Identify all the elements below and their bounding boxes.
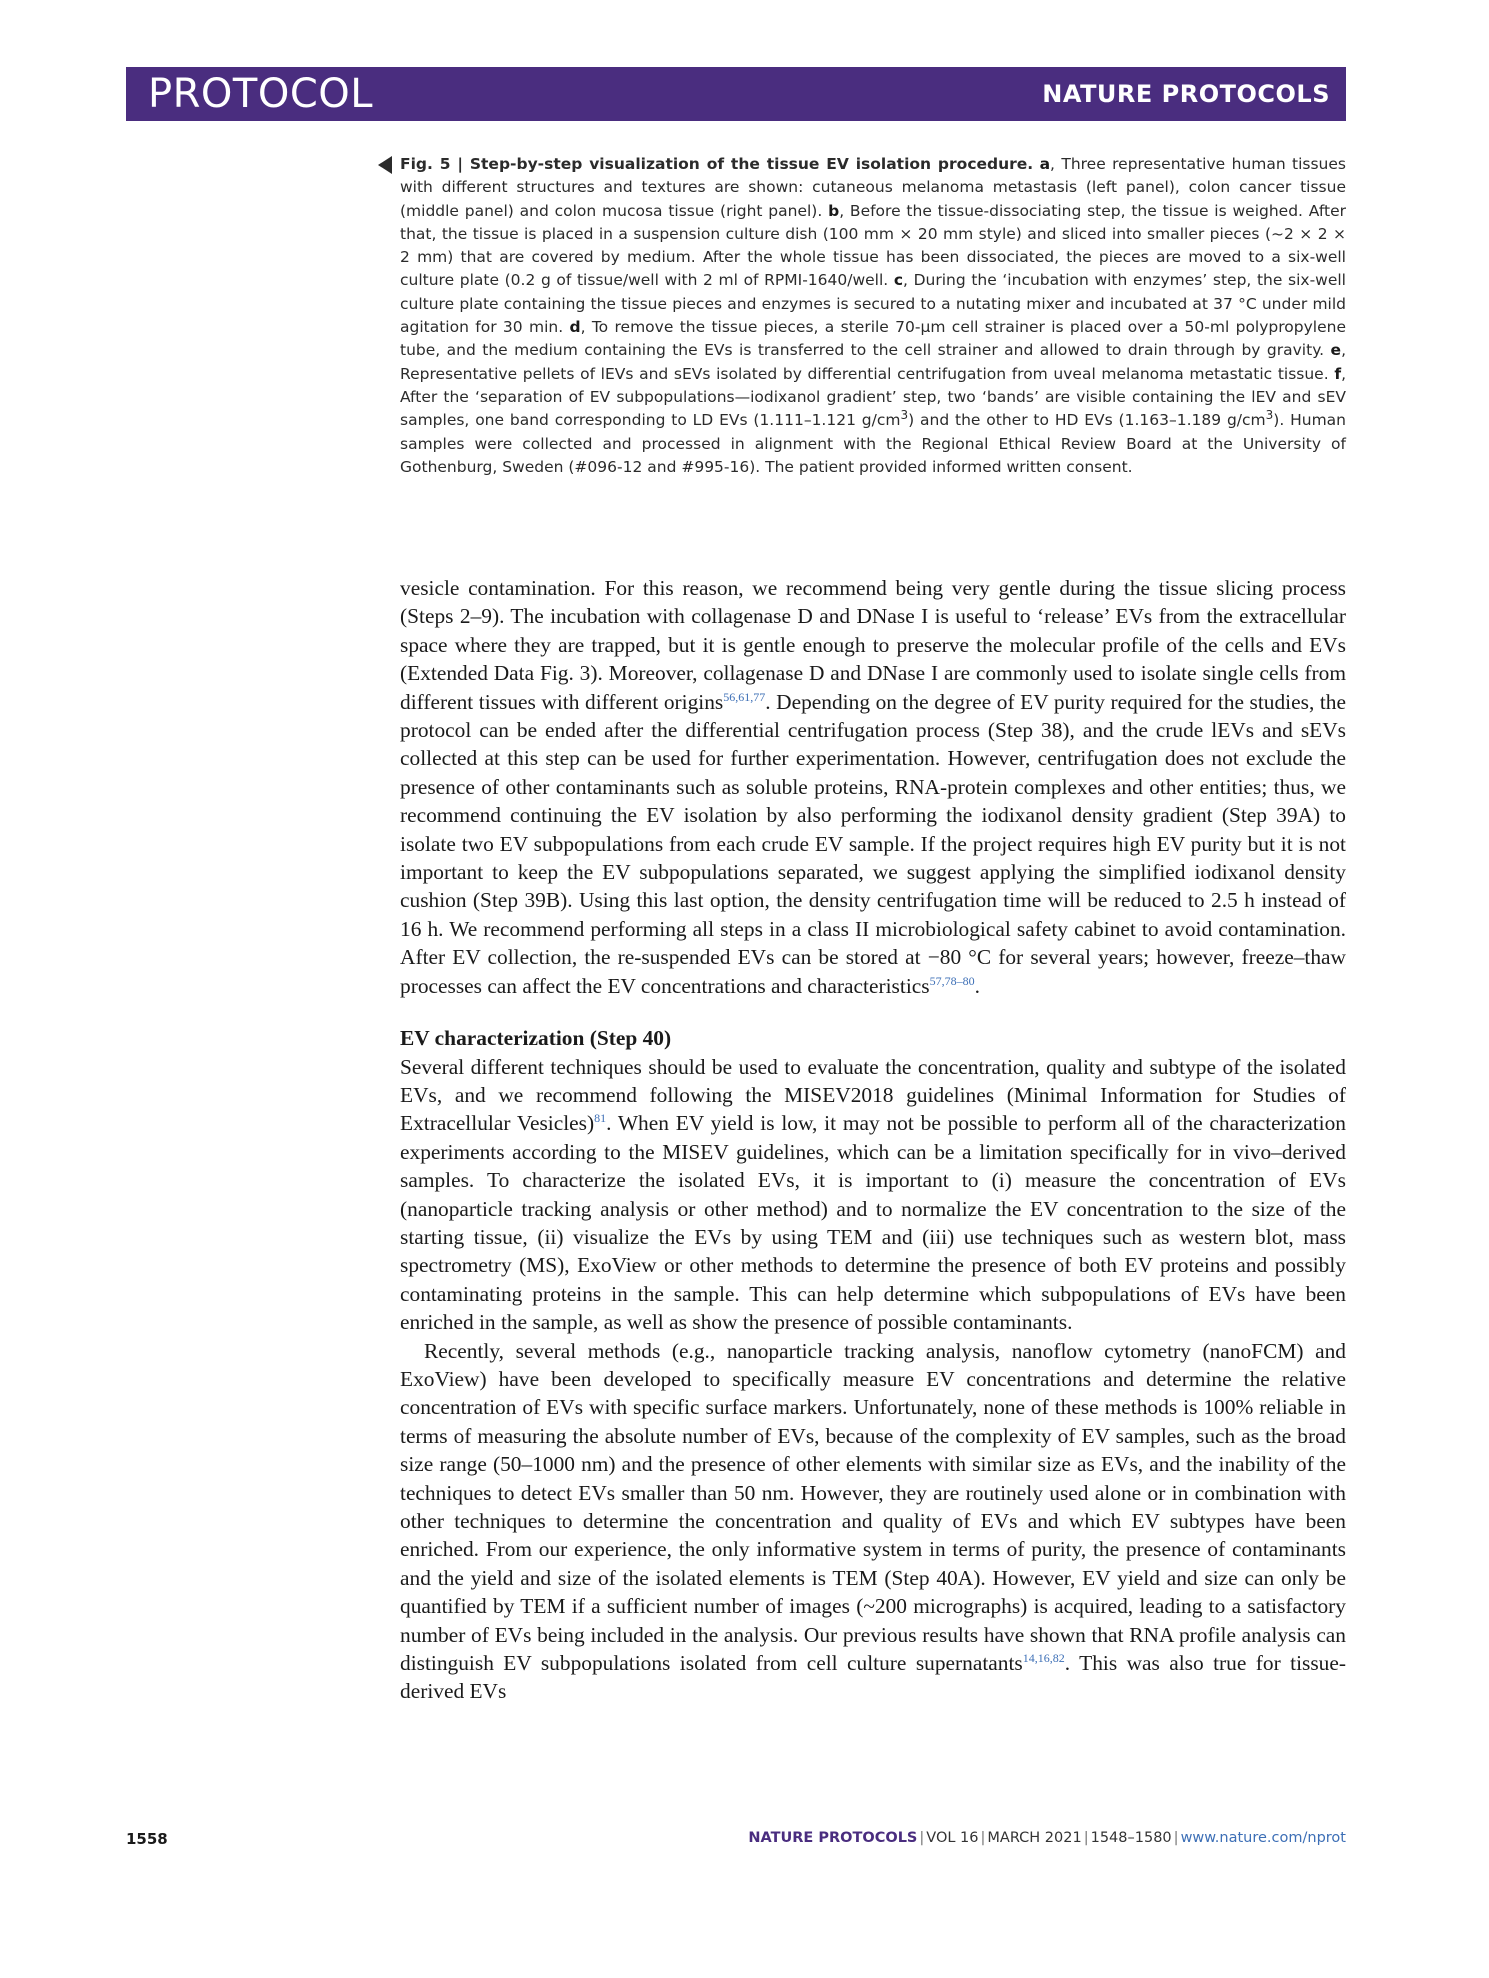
footer-pages: 1548–1580 xyxy=(1090,1830,1172,1846)
paragraph-text: vesicle contamination. For this reason, we recommend being very gentle during the tissue slicing process (Steps 2–9). The incubation with collagenase D and DNase I is useful to ‘release’ EVs from the extracellular space where they are trapped, but it is gentle enough to preserve the molecular profile of the cells and EVs (Extended Data Fig. 3). Moreover, collagenase D and DNase I are commonly used to isolate single cells from different tissues with different origins xyxy=(400,576,1346,714)
caption-label-b: b xyxy=(828,201,840,220)
page-number: 1558 xyxy=(126,1830,168,1848)
paragraph-1 xyxy=(400,574,1346,1000)
paragraph-text: . xyxy=(974,973,980,998)
caption-text-a: , Three representative human tissues with different structures and textures are shown: cutaneous melanoma metastasis (left panel), colon cancer tissue (middle panel) and colon mucosa tissue (right panel). xyxy=(400,155,1346,220)
paragraph-text: . Depending on the degree of EV purity required for the studies, the protocol can be ended after the differential centrifugation process (Step 38), and the crude lEVs and sEVs collected at this step can be used for further experimentation. However, centrifugation does not exclude the presence of other contaminants such as soluble proteins, RNA-protein complexes and other entities; thus, we recommend continuing the EV isolation by also performing the iodixanol density gradient (Step 39A) to isolate two EV subpopulations from each crude EV sample. If the project requires high EV purity but it is not important to keep the EV subpopulations separated, we suggest applying the simplified iodixanol density cushion (Step 39B). Using this last option, the density centrifugation time will be reduced to 2.5 h instead of 16 h. We recommend performing all steps in a class II microbiological safety cabinet to avoid contamination. After EV collection, the re-suspended EVs can be stored at −80 °C for several years; however, freeze–thaw processes can affect the EV concentrations and characteristics xyxy=(400,689,1346,998)
article-body xyxy=(400,574,1346,1706)
paragraph-text: . When EV yield is low, it may not be possible to perform all of the characterization experiments according to the MISEV guidelines, which can be a limitation specifically for in vivo–derived samples. To characterize the isolated EVs, it is important to (i) measure the concentration of EVs (nanoparticle tracking analysis or other method) and to normalize the EV concentration to the size of the starting tissue, (ii) visualize the EVs by using TEM and (iii) use techniques such as western blot, mass spectrometry (MS), ExoView or other methods to determine the presence of both EV proteins and possibly contaminating proteins in the sample. This can help determine which subpopulations of EVs have been enriched in the sample, as well as show the presence of possible contaminants. xyxy=(400,1111,1346,1335)
citation-link[interactable]: 14,16,82 xyxy=(1022,1650,1065,1665)
caption-superscript: 3 xyxy=(1265,408,1274,423)
citation-link[interactable]: 56,61,77 xyxy=(723,689,766,704)
caption-text-d: , To remove the tissue pieces, a sterile 70-µm cell strainer is placed over a 50-ml polypropylene tube, and the medium containing the EVs is transferred to the cell strainer and allowed to drain through by gravity. xyxy=(400,318,1346,360)
paragraph-2 xyxy=(400,1053,1346,1337)
caption-label-d: d xyxy=(569,318,581,337)
caption-text-c: , During the ‘incubation with enzymes’ step, the six-well culture plate containing the tissue pieces and enzymes is secured to a nutating mixer and incubated at 37 °C under mild agitation for 30 min. xyxy=(400,271,1346,337)
footer-separator: | xyxy=(919,1830,925,1846)
footer-separator: | xyxy=(980,1830,986,1846)
figure-caption xyxy=(400,153,1346,479)
caption-text-f2: ) and the other to HD EVs (1.163–1.189 g/cm xyxy=(908,411,1266,430)
caption-text-e: , Representative pellets of lEVs and sEVs isolated by differential centrifugation from uveal melanoma metastatic tissue. xyxy=(400,341,1346,383)
journal-name: NATURE PROTOCOLS xyxy=(1042,80,1330,108)
section-label: PROTOCOL xyxy=(148,71,374,117)
caption-superscript: 3 xyxy=(900,408,909,423)
caption-label-c: c xyxy=(893,271,904,290)
paragraph-3 xyxy=(400,1337,1346,1706)
footer-separator: | xyxy=(1173,1830,1179,1846)
footer-date: MARCH 2021 xyxy=(987,1830,1082,1846)
footer-url-link[interactable]: www.nature.com/nprot xyxy=(1180,1830,1346,1846)
paragraph-text: . This was also true for tissue-derived EVs xyxy=(400,1651,1346,1704)
running-header xyxy=(126,67,1346,121)
section-heading: EV characterization (Step 40) xyxy=(400,1026,672,1051)
caption-label-a: a xyxy=(1039,155,1051,173)
caption-text-f1: , After the ‘separation of EV subpopulations—iodixanol gradient’ step, two ‘bands’ are visible containing the lEV and sEV samples, one band corresponding to LD EVs (1.111–1.121 g/cm xyxy=(400,364,1346,430)
caption-text-b: , Before the tissue-dissociating step, the tissue is weighed. After that, the tissue is placed in a suspension culture dish (100 mm × 20 mm style) and sliced into smaller pieces (~2 × 2 × 2 mm) that are covered by medium. After the whole tissue has been dissociated, the pieces are moved to a six-well culture plate (0.2 g of tissue/well with 2 ml of RPMI-1640/well. xyxy=(400,201,1346,290)
footer-volume: VOL 16 xyxy=(926,1830,979,1846)
footer-journal: NATURE PROTOCOLS xyxy=(748,1830,918,1846)
citation-link[interactable]: 81 xyxy=(594,1111,607,1126)
footer-citation xyxy=(748,1830,1346,1846)
paragraph-text: Several different techniques should be used to evaluate the concentration, quality and subtype of the isolated EVs, and we recommend following the MISEV2018 guidelines (Minimal Information for Studies of Extracellular Vesicles) xyxy=(400,1054,1346,1136)
caption-arrow-icon xyxy=(378,156,392,174)
caption-label-f: f xyxy=(1334,364,1342,383)
caption-text-f3: ). Human samples were collected and processed in alignment with the Regional Ethical Review Board at the University of Gothenburg, Sweden (#096-12 and #995-16). The patient provided informed written consent. xyxy=(400,411,1346,476)
paragraph-text: Recently, several methods (e.g., nanoparticle tracking analysis, nanoflow cytometry (nanoFCM) and ExoView) have been developed to specifically measure EV concentrations and determine the relative concentration of EVs with specific surface markers. Unfortunately, none of these methods is 100% reliable in terms of measuring the absolute number of EVs, because of the complexity of EV samples, such as the broad size range (50–1000 nm) and the presence of other elements with similar size as EVs, and the inability of the techniques to detect EVs smaller than 50 nm. However, they are routinely used alone or in combination with other techniques to determine the concentration and quality of EVs and which EV subtypes have been enriched. From our experience, the only informative system in terms of purity, the presence of contaminants and the yield and size of the isolated elements is TEM (Step 40A). However, EV yield and size can only be quantified by TEM if a sufficient number of images (~200 micrographs) is acquired, leading to a satisfactory number of EVs being included in the analysis. Our previous results have shown that RNA profile analysis can distinguish EV subpopulations isolated from cell culture supernatants xyxy=(400,1338,1346,1676)
caption-label-e: e xyxy=(1330,341,1342,360)
citation-link[interactable]: 57,78–80 xyxy=(929,973,975,988)
footer-separator: | xyxy=(1083,1830,1089,1846)
caption-title: Fig. 5 | Step-by-step visualization of the tissue EV isolation procedure. xyxy=(400,155,1034,173)
